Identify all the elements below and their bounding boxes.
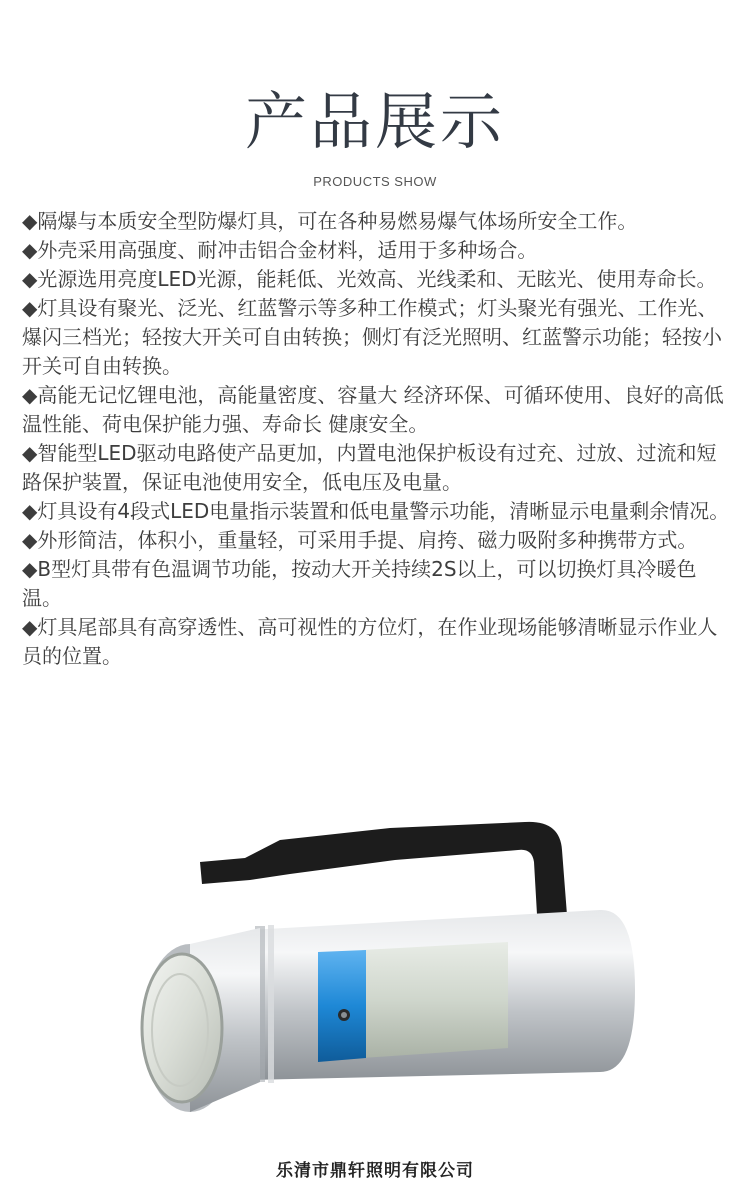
feature-item: ◆灯具设有4段式LED电量指示装置和低电量警示功能，清晰显示电量剩余情况。 xyxy=(22,499,730,523)
page-title: 产品展示 xyxy=(244,85,505,158)
product-image xyxy=(130,810,650,1140)
feature-item: ◆高能无记忆锂电池，高能量密度、容量大 经济环保、可循环使用、良好的高低温性能、荷电保护能力强、寿命长 健康安全。 xyxy=(22,383,724,436)
page-subtitle: PRODUCTS SHOW xyxy=(313,174,437,189)
feature-item: ◆智能型LED驱动电路使产品更加，内置电池保护板设有过充、过放、过流和短路保护装置，保证电池使用安全，低电压及电量。 xyxy=(22,441,717,494)
company-name: 乐清市鼎轩照明有限公司 xyxy=(276,1161,474,1181)
feature-list xyxy=(22,207,732,671)
feature-item: ◆灯具尾部具有高穿透性、高可视性的方位灯，在作业现场能够清晰显示作业人员的位置。 xyxy=(22,615,718,668)
feature-item: ◆B型灯具带有色温调节功能，按动大开关持续2S以上，可以切换灯具冷暖色温。 xyxy=(22,557,697,610)
feature-item: ◆灯具设有聚光、泛光、红蓝警示等多种工作模式；灯头聚光有强光、工作光、爆闪三档光；轻按大开关可自由转换；侧灯有泛光照明、红蓝警示功能；轻按小开关可自由转换。 xyxy=(22,296,722,378)
feature-item: ◆隔爆与本质安全型防爆灯具，可在各种易燃易爆气体场所安全工作。 xyxy=(22,209,638,233)
handheld-lamp-icon xyxy=(130,810,650,1140)
feature-item: ◆外形简洁，体积小，重量轻，可采用手提、肩挎、磁力吸附多种携带方式。 xyxy=(22,528,698,552)
feature-item: ◆外壳采用高强度、耐冲击铝合金材料，适用于多种场合。 xyxy=(22,238,538,262)
feature-item: ◆光源选用亮度LED光源，能耗低、光效高、光线柔和、无眩光、使用寿命长。 xyxy=(22,267,717,291)
